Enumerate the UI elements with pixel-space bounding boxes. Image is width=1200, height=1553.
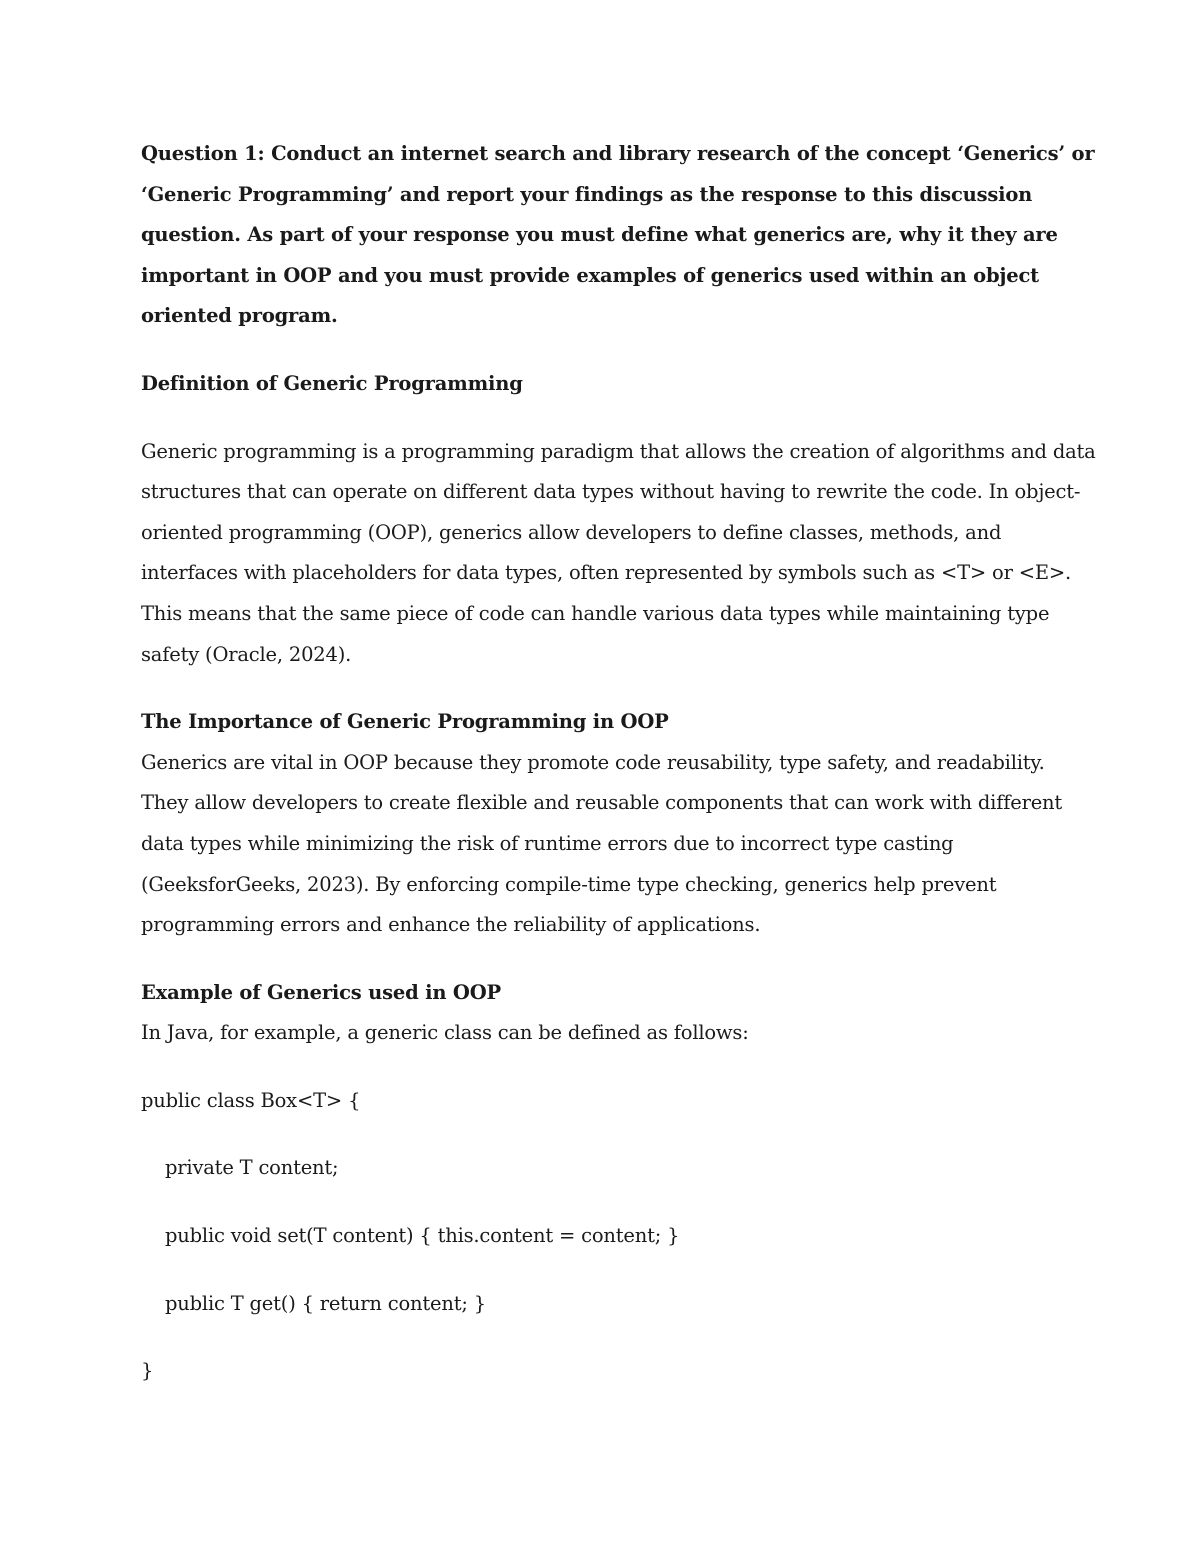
spacer: [141, 675, 1071, 702]
spacer: [141, 1257, 1071, 1284]
example-intro: In Java, for example, a generic class can be defined as follows:: [141, 1021, 749, 1045]
paragraph-line: This means that the same piece of code can handle various data types while maintaining type: [141, 601, 1050, 625]
code-getter: public T get() { return content; }: [165, 1291, 486, 1315]
spacer: [141, 1189, 1071, 1216]
question-line: Question 1: Conduct an internet search and library research of the concept ‘Generics’ or: [141, 142, 1095, 165]
paragraph-line: programming errors and enhance the reliability of applications.: [141, 913, 761, 937]
paragraph-line: data types while minimizing the risk of runtime errors due to incorrect type casting: [141, 831, 954, 855]
code-field: private T content;: [165, 1156, 339, 1180]
definition-paragraph: [141, 432, 1096, 676]
code-close-brace: }: [141, 1359, 154, 1383]
question-line: question. As part of your response you must define what generics are, why it they are: [141, 223, 1058, 247]
spacer: [141, 337, 1071, 364]
paragraph-line: safety (Oracle, 2024).: [141, 642, 352, 666]
importance-paragraph: [141, 743, 1071, 946]
spacer: [141, 1324, 1071, 1351]
spacer: [141, 405, 1071, 432]
paragraph-line: They allow developers to create flexible and reusable components that can work with different: [141, 791, 1063, 815]
paragraph-line: oriented programming (OOP), generics allow developers to define classes, methods, and: [141, 520, 1002, 544]
question-line: ‘Generic Programming’ and report your findings as the response to this discussion: [141, 182, 1033, 206]
definition-heading: Definition of Generic Programming: [141, 371, 523, 395]
example-heading: Example of Generics used in OOP: [141, 980, 501, 1004]
paragraph-line: Generics are vital in OOP because they promote code reusability, type safety, and readability.: [141, 750, 1045, 774]
spacer: [141, 946, 1071, 973]
paragraph-line: (GeeksforGeeks, 2023). By enforcing compile-time type checking, generics help prevent: [141, 872, 997, 896]
question-line: important in OOP and you must provide examples of generics used within an object: [141, 263, 1039, 287]
question-block: [141, 134, 1095, 337]
paragraph-line: Generic programming is a programming paradigm that allows the creation of algorithms and data: [141, 439, 1096, 463]
code-class-declaration: public class Box<T> {: [141, 1088, 361, 1112]
spacer: [141, 1121, 1071, 1148]
code-setter: public void set(T content) { this.content = content; }: [165, 1224, 680, 1248]
paragraph-line: interfaces with placeholders for data types, often represented by symbols such as <T> or <E>.: [141, 561, 1072, 585]
document-page: [141, 134, 1096, 1392]
code-block: [141, 1081, 1071, 1392]
spacer: [141, 1054, 1071, 1081]
importance-heading: The Importance of Generic Programming in OOP: [141, 710, 669, 734]
paragraph-line: structures that can operate on different data types without having to rewrite the code. In object-: [141, 480, 1081, 504]
question-line: oriented program.: [141, 304, 338, 328]
